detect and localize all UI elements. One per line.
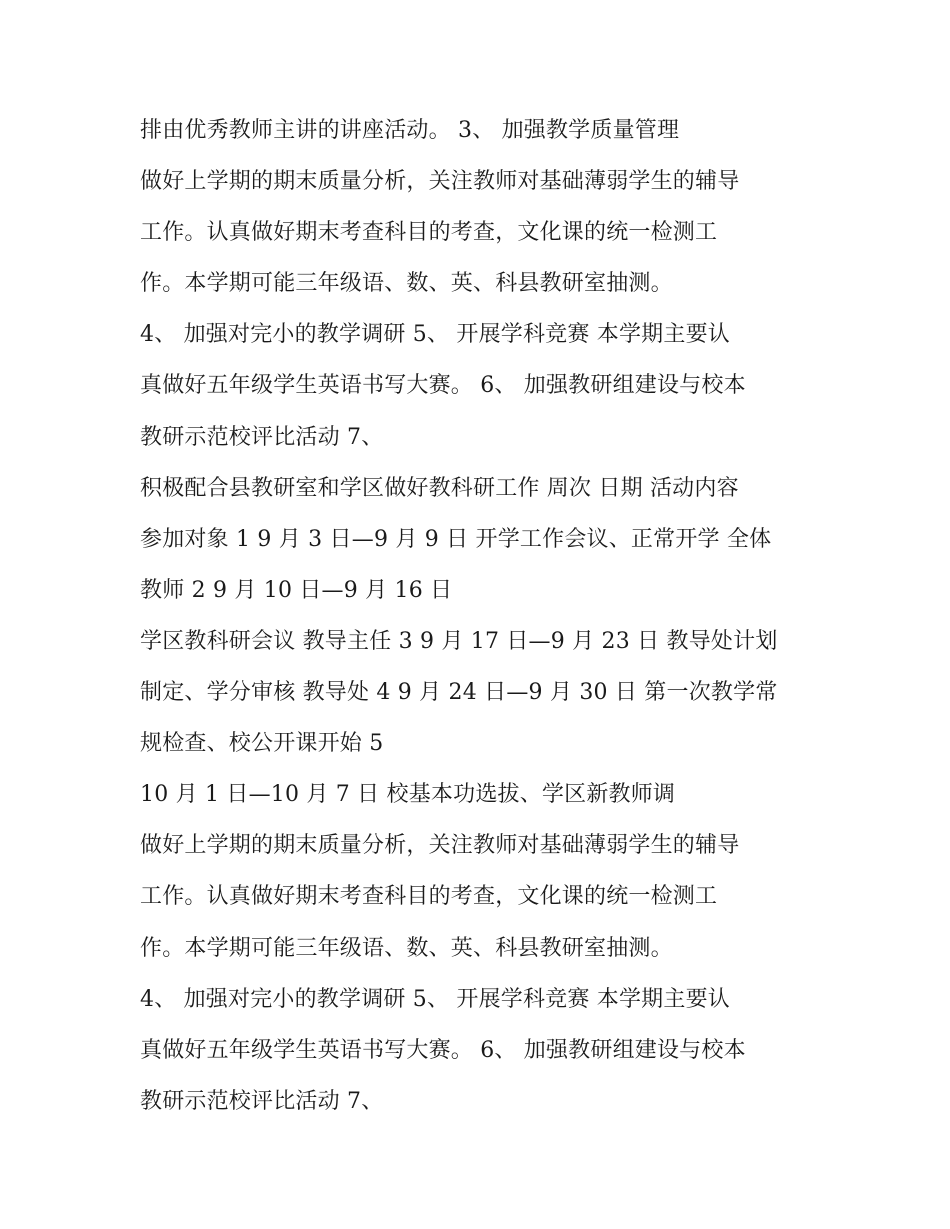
text-line: 做好上学期的期末质量分析，关注教师对基础薄弱学生的辅导 bbox=[140, 169, 740, 195]
text-line: 参加对象 1 9 月 3 日—9 月 9 日 开学工作会议、正常开学 全体 bbox=[140, 526, 772, 552]
text-line: 做好上学期的期末质量分析，关注教师对基础薄弱学生的辅导 bbox=[140, 833, 740, 859]
text-line: 制定、学分审核 教导处 4 9 月 24 日—9 月 30 日 第一次教学常 bbox=[140, 680, 778, 706]
text-line: 教研示范校评比活动 7、 bbox=[140, 424, 384, 450]
text-line: 教研示范校评比活动 7、 bbox=[140, 1088, 384, 1114]
text-line: 积极配合县教研室和学区做好教科研工作 周次 日期 活动内容 bbox=[140, 475, 739, 501]
text-line: 规检查、校公开课开始 5 bbox=[140, 731, 384, 757]
text-line: 工作。认真做好期末考查科目的考查，文化课的统一检测工 bbox=[140, 220, 718, 246]
text-line: 真做好五年级学生英语书写大赛。 6、 加强教研组建设与校本 bbox=[140, 373, 746, 399]
text-line: 作。本学期可能三年级语、数、英、科县教研室抽测。 bbox=[140, 271, 673, 297]
text-line: 真做好五年级学生英语书写大赛。 6、 加强教研组建设与校本 bbox=[140, 1037, 746, 1063]
text-line: 10 月 1 日—10 月 7 日 校基本功选拔、学区新教师调 bbox=[140, 782, 676, 808]
text-line: 学区教科研会议 教导主任 3 9 月 17 日—9 月 23 日 教导处计划 bbox=[140, 628, 778, 654]
text-line: 4、 加强对完小的教学调研 5、 开展学科竞赛 本学期主要认 bbox=[140, 986, 730, 1012]
text-line: 4、 加强对完小的教学调研 5、 开展学科竞赛 本学期主要认 bbox=[140, 322, 730, 348]
text-line: 作。本学期可能三年级语、数、英、科县教研室抽测。 bbox=[140, 935, 673, 961]
document-body bbox=[140, 110, 840, 1132]
text-line: 教师 2 9 月 10 日—9 月 16 日 bbox=[140, 577, 453, 603]
text-line: 工作。认真做好期末考查科目的考查，文化课的统一检测工 bbox=[140, 884, 718, 910]
text-line: 排由优秀教师主讲的讲座活动。 3、 加强教学质量管理 bbox=[140, 118, 680, 143]
